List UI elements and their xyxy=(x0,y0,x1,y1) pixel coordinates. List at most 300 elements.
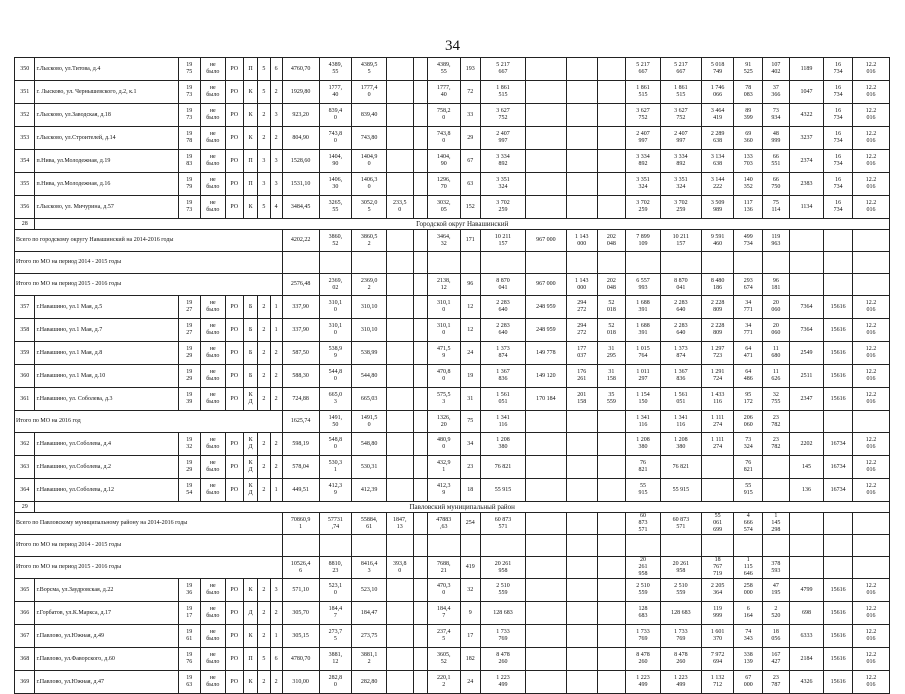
table-cell xyxy=(525,557,566,579)
table-cell: 310,1 0 xyxy=(319,296,352,319)
table-cell xyxy=(413,173,427,196)
table-cell: 804,90 xyxy=(282,127,319,150)
table-cell: 107 402 xyxy=(763,58,790,81)
table-cell xyxy=(525,104,566,127)
table-cell: 1 861 515 xyxy=(660,81,701,104)
table-cell: 12.2 016 xyxy=(852,58,889,81)
table-cell: 20 060 xyxy=(763,296,790,319)
table-cell: 19 39 xyxy=(178,388,200,411)
table-cell: 145 xyxy=(789,456,824,479)
table-cell: 19 73 xyxy=(178,81,200,104)
table-cell: 3 627 752 xyxy=(481,104,526,127)
table-cell: 353 xyxy=(15,127,35,150)
table-cell: РО xyxy=(225,81,243,104)
table-cell: 2138, 12 xyxy=(427,274,460,296)
table-cell: 665,03 xyxy=(352,388,387,411)
table-cell: 1 861 515 xyxy=(481,81,526,104)
table-cell: 4799 xyxy=(789,579,824,602)
table-cell: 12.2 016 xyxy=(852,81,889,104)
address-cell: п.Нива, ул.Молодежная, д.19 xyxy=(35,150,178,173)
table-cell: 19 83 xyxy=(178,150,200,173)
table-cell xyxy=(387,535,414,557)
table-cell: 352 xyxy=(15,104,35,127)
table-cell: не было xyxy=(201,173,226,196)
table-cell: 358 xyxy=(15,319,35,342)
table-cell: 1 341 116 xyxy=(660,411,701,433)
table-cell: 47 195 xyxy=(763,579,790,602)
table-cell: 6 xyxy=(270,58,282,81)
table-cell: 20 261 958 xyxy=(481,557,526,579)
section-title: Павловский муниципальный район xyxy=(35,502,890,513)
table-cell: 367 xyxy=(15,625,35,648)
table-cell: 2 xyxy=(258,319,270,342)
table-cell: 73 324 xyxy=(734,433,763,456)
table-cell: 4326 xyxy=(789,671,824,694)
table-cell: 1 733 769 xyxy=(660,625,701,648)
table-cell: 3 627 752 xyxy=(626,104,661,127)
table-cell xyxy=(387,671,414,694)
table-cell xyxy=(387,342,414,365)
table-cell: 19 79 xyxy=(178,173,200,196)
table-cell: 2 xyxy=(258,104,270,127)
table-cell: 351 xyxy=(15,81,35,104)
table-cell xyxy=(319,252,352,274)
table-cell: 9 xyxy=(460,602,480,625)
table-cell: 1 733 769 xyxy=(481,625,526,648)
table-cell: 1 367 836 xyxy=(660,365,701,388)
section-title: Городской округ Навашинский xyxy=(35,219,890,230)
table-cell: не было xyxy=(201,150,226,173)
table-cell xyxy=(852,411,889,433)
table-cell: К xyxy=(243,579,257,602)
table-cell: 15616 xyxy=(824,365,853,388)
table-cell: 7 972 694 xyxy=(701,648,734,671)
table-cell: не было xyxy=(201,388,226,411)
table-cell: 5 217 667 xyxy=(481,58,526,81)
address-cell: г.Лысково, ул. Мичурина, д.57 xyxy=(35,196,178,219)
table-cell: 538,99 xyxy=(352,342,387,365)
table-cell xyxy=(597,81,626,104)
table-cell xyxy=(387,579,414,602)
table-cell: 177 037 xyxy=(566,342,597,365)
address-cell: г.Навашино, ул.Соболева, д.2 xyxy=(35,456,178,479)
table-cell: 140 352 xyxy=(734,173,763,196)
table-cell xyxy=(352,535,387,557)
table-cell: 523,1 0 xyxy=(319,579,352,602)
table-cell: 575,5 3 xyxy=(427,388,460,411)
table-cell xyxy=(387,319,414,342)
table-cell: 305,70 xyxy=(282,602,319,625)
table-cell: 1 143 000 xyxy=(566,230,597,252)
table-cell: 743,8 0 xyxy=(427,127,460,150)
table-cell: 3 xyxy=(270,579,282,602)
table-cell: 310,10 xyxy=(352,296,387,319)
table-cell xyxy=(387,58,414,81)
table-cell: 1 011 297 xyxy=(626,365,661,388)
table-cell xyxy=(734,535,763,557)
table-cell xyxy=(413,104,427,127)
table-cell xyxy=(387,150,414,173)
table-cell: 1 xyxy=(270,296,282,319)
table-cell: 20 060 xyxy=(763,319,790,342)
table-cell: 432,9 1 xyxy=(427,456,460,479)
table-cell: 12.2 016 xyxy=(852,173,889,196)
total-row xyxy=(15,274,890,296)
table-cell: 359 xyxy=(15,342,35,365)
table-cell xyxy=(413,58,427,81)
table-cell: 15616 xyxy=(824,625,853,648)
table-cell xyxy=(734,252,763,274)
table-cell: 66 750 xyxy=(763,173,790,196)
table-cell: 184,4 7 xyxy=(319,602,352,625)
table-cell xyxy=(852,274,889,296)
table-cell: 96 xyxy=(460,274,480,296)
table-cell xyxy=(597,535,626,557)
table-cell: 1 xyxy=(270,319,282,342)
table-cell: 18 767 719 xyxy=(701,557,734,579)
table-cell: 52 018 xyxy=(597,296,626,319)
table-cell: 60 873 571 xyxy=(626,513,661,535)
table-cell: 1 688 391 xyxy=(626,296,661,319)
table-cell: 1 561 051 xyxy=(481,388,526,411)
table-cell xyxy=(387,296,414,319)
table-cell xyxy=(597,557,626,579)
table-cell: 2 407 997 xyxy=(481,127,526,150)
table-cell xyxy=(566,456,597,479)
table-cell: 2 228 809 xyxy=(701,296,734,319)
table-cell: 69 360 xyxy=(734,127,763,150)
table-cell xyxy=(597,671,626,694)
table-cell: 202 048 xyxy=(597,274,626,296)
table-cell: 19 75 xyxy=(178,58,200,81)
table-cell: 4 xyxy=(270,196,282,219)
table-cell: 15616 xyxy=(824,579,853,602)
table-cell: 1 208 380 xyxy=(481,433,526,456)
table-cell xyxy=(525,602,566,625)
table-cell: не было xyxy=(201,127,226,150)
table-cell: 2 xyxy=(258,127,270,150)
table-cell: РО xyxy=(225,479,243,502)
table-cell: 24 xyxy=(460,671,480,694)
table-row xyxy=(15,479,890,502)
table-cell: РО xyxy=(225,388,243,411)
table-cell xyxy=(387,127,414,150)
table-cell: 1189 xyxy=(789,58,824,81)
table-cell xyxy=(413,388,427,411)
table-cell xyxy=(525,173,566,196)
table-cell xyxy=(387,104,414,127)
table-cell: 1 367 836 xyxy=(481,365,526,388)
table-cell: 76 821 xyxy=(734,456,763,479)
table-cell xyxy=(525,81,566,104)
table-cell: 67 xyxy=(460,150,480,173)
table-cell xyxy=(525,625,566,648)
table-cell: 4202,22 xyxy=(282,230,319,252)
table-cell: 2 xyxy=(258,479,270,502)
table-cell: 75 114 xyxy=(763,196,790,219)
table-cell: РО xyxy=(225,579,243,602)
table-cell: К Д xyxy=(243,388,257,411)
page-number: 34 xyxy=(445,38,460,54)
table-cell: 23 xyxy=(460,456,480,479)
table-cell: 1404, 90 xyxy=(319,150,352,173)
table-cell: 3 xyxy=(270,173,282,196)
table-cell: 357 xyxy=(15,296,35,319)
table-cell xyxy=(763,535,790,557)
table-cell: 2576,48 xyxy=(282,274,319,296)
table-cell: 19 32 xyxy=(178,433,200,456)
table-row xyxy=(15,196,890,219)
total-row xyxy=(15,535,890,557)
table-cell: 12.2 016 xyxy=(852,296,889,319)
table-cell: 19 27 xyxy=(178,319,200,342)
table-row xyxy=(15,296,890,319)
table-cell: 10 211 157 xyxy=(660,230,701,252)
table-cell: 64 486 xyxy=(734,365,763,388)
table-cell: 91 525 xyxy=(734,58,763,81)
table-cell: 11 680 xyxy=(763,342,790,365)
table-cell: 31 158 xyxy=(597,365,626,388)
table-cell xyxy=(387,173,414,196)
table-cell: Б xyxy=(243,365,257,388)
table-cell: 4389, 55 xyxy=(427,58,460,81)
table-cell xyxy=(566,104,597,127)
table-cell xyxy=(701,535,734,557)
table-cell xyxy=(427,252,460,274)
table-cell: 149 778 xyxy=(525,342,566,365)
table-cell: 12.2 016 xyxy=(852,433,889,456)
table-cell: 128 683 xyxy=(626,602,661,625)
table-cell: 393,8 0 xyxy=(387,557,414,579)
address-cell: г.Навашино, ул.1 Мая, д.5 xyxy=(35,296,178,319)
table-cell: РО xyxy=(225,296,243,319)
section-row xyxy=(15,219,890,230)
table-cell xyxy=(597,579,626,602)
table-cell: 530,31 xyxy=(352,456,387,479)
table-cell xyxy=(566,252,597,274)
table-cell: 1 208 380 xyxy=(660,433,701,456)
table-cell: 64 471 xyxy=(734,342,763,365)
table-cell: 74 343 xyxy=(734,625,763,648)
table-cell: 354 xyxy=(15,150,35,173)
table-cell: 16 734 xyxy=(824,150,853,173)
table-cell: 12.2 016 xyxy=(852,388,889,411)
table-cell: 19 xyxy=(460,365,480,388)
table-cell: 1 688 391 xyxy=(626,319,661,342)
table-cell: 76 821 xyxy=(660,456,701,479)
table-cell: 12.2 016 xyxy=(852,479,889,502)
table-cell xyxy=(597,127,626,150)
table-cell xyxy=(597,648,626,671)
table-cell: 133 703 xyxy=(734,150,763,173)
table-cell: 4389, 55 xyxy=(319,58,352,81)
table-cell xyxy=(413,579,427,602)
table-cell: 171 xyxy=(460,230,480,252)
table-cell: не было xyxy=(201,81,226,104)
table-cell: 743,80 xyxy=(352,127,387,150)
table-cell: 1 111 274 xyxy=(701,433,734,456)
table-cell xyxy=(413,274,427,296)
table-cell: 571,10 xyxy=(282,579,319,602)
table-cell: 2549 xyxy=(789,342,824,365)
table-cell xyxy=(763,252,790,274)
table-cell: 2 510 559 xyxy=(626,579,661,602)
table-cell xyxy=(824,252,853,274)
table-cell: 1 373 874 xyxy=(481,342,526,365)
table-cell: РО xyxy=(225,342,243,365)
table-cell xyxy=(852,252,889,274)
table-cell xyxy=(413,433,427,456)
table-row xyxy=(15,579,890,602)
address-cell: г.Павлово, ул.Южная, д.49 xyxy=(35,625,178,648)
table-cell: 310,1 0 xyxy=(427,296,460,319)
address-cell: г.Навашино, ул.1 Мая, д.7 xyxy=(35,319,178,342)
table-cell: 12 xyxy=(460,296,480,319)
table-cell: 19 29 xyxy=(178,456,200,479)
table-row xyxy=(15,433,890,456)
table-cell xyxy=(413,342,427,365)
table-cell: 368 xyxy=(15,648,35,671)
table-cell: 2 xyxy=(270,602,282,625)
table-cell xyxy=(413,513,427,535)
address-cell: г.Навашино, ул. Соболева, д.3 xyxy=(35,388,178,411)
table-cell: 378 593 xyxy=(763,557,790,579)
table-cell: РО xyxy=(225,104,243,127)
table-cell xyxy=(566,196,597,219)
table-cell: 8 478 260 xyxy=(660,648,701,671)
table-cell: 19 29 xyxy=(178,365,200,388)
table-cell: 588,30 xyxy=(282,365,319,388)
table-cell: 12.2 016 xyxy=(852,196,889,219)
table-cell: 544,8 0 xyxy=(319,365,352,388)
table-cell: К Д xyxy=(243,479,257,502)
table-cell: 237,4 5 xyxy=(427,625,460,648)
table-cell: 12.2 016 xyxy=(852,579,889,602)
table-cell: 2 283 640 xyxy=(660,296,701,319)
table-cell: 2 xyxy=(258,296,270,319)
total-label: Итого по МО на период 2015 - 2016 годы xyxy=(15,557,283,579)
address-cell: г.Навашино, ул.Соболева, д.12 xyxy=(35,479,178,502)
table-cell: 55 915 xyxy=(660,479,701,502)
table-cell: не было xyxy=(201,602,226,625)
table-cell: 310,10 xyxy=(352,319,387,342)
table-cell xyxy=(824,513,853,535)
table-cell: 282,8 0 xyxy=(319,671,352,694)
table-cell xyxy=(566,58,597,81)
table-row xyxy=(15,365,890,388)
table-cell: 3237 xyxy=(789,127,824,150)
table-cell: 362 xyxy=(15,433,35,456)
table-cell: РО xyxy=(225,58,243,81)
table-cell: 73 934 xyxy=(763,104,790,127)
total-row xyxy=(15,513,890,535)
table-cell xyxy=(566,535,597,557)
table-row xyxy=(15,648,890,671)
table-cell: 1 208 380 xyxy=(626,433,661,456)
table-cell xyxy=(282,252,319,274)
table-cell: 743,8 0 xyxy=(319,127,352,150)
table-cell: 294 272 xyxy=(566,319,597,342)
table-cell: не было xyxy=(201,104,226,127)
table-cell: 1406,3 0 xyxy=(352,173,387,196)
table-cell xyxy=(566,127,597,150)
table-cell: 7364 xyxy=(789,319,824,342)
table-cell xyxy=(789,252,824,274)
table-cell: 2 xyxy=(270,127,282,150)
table-cell: 1 223 499 xyxy=(660,671,701,694)
table-cell: 361 xyxy=(15,388,35,411)
table-cell: 34 771 xyxy=(734,319,763,342)
table-cell: 1 341 116 xyxy=(481,411,526,433)
table-cell xyxy=(701,479,734,502)
table-cell: 1 154 150 xyxy=(626,388,661,411)
table-cell xyxy=(413,602,427,625)
table-cell: 587,50 xyxy=(282,342,319,365)
table-cell: 724,88 xyxy=(282,388,319,411)
table-cell: 3 334 892 xyxy=(626,150,661,173)
total-label: Итого по МО на период 2014 - 2015 годы xyxy=(15,535,283,557)
table-cell: РО xyxy=(225,625,243,648)
table-cell: 7364 xyxy=(789,296,824,319)
table-cell: 3 xyxy=(258,150,270,173)
table-cell: 5 217 667 xyxy=(626,58,661,81)
table-cell: 470,3 0 xyxy=(427,579,460,602)
table-cell: 2 xyxy=(258,342,270,365)
table-cell: 1929,80 xyxy=(282,81,319,104)
table-cell: 1 015 764 xyxy=(626,342,661,365)
table-cell xyxy=(387,602,414,625)
table-cell: 366 xyxy=(15,602,35,625)
table-cell: 294 272 xyxy=(566,296,597,319)
table-cell: 8 478 260 xyxy=(481,648,526,671)
table-cell: 967 000 xyxy=(525,274,566,296)
table-cell xyxy=(660,252,701,274)
table-cell xyxy=(566,81,597,104)
table-cell: РО xyxy=(225,456,243,479)
table-cell: 31 295 xyxy=(597,342,626,365)
table-cell: 12.2 016 xyxy=(852,648,889,671)
table-cell: 23 787 xyxy=(763,671,790,694)
table-cell: не было xyxy=(201,433,226,456)
table-cell: 19 54 xyxy=(178,479,200,502)
table-cell: 4389,5 5 xyxy=(352,58,387,81)
table-cell: 2 xyxy=(258,388,270,411)
table-cell xyxy=(701,456,734,479)
table-cell: 16 734 xyxy=(824,81,853,104)
table-cell: 55 915 xyxy=(481,479,526,502)
table-row xyxy=(15,319,890,342)
table-cell xyxy=(626,535,661,557)
table-cell xyxy=(413,456,427,479)
table-cell: 538,9 9 xyxy=(319,342,352,365)
table-cell xyxy=(319,535,352,557)
table-cell: 12.2 016 xyxy=(852,127,889,150)
table-cell xyxy=(597,252,626,274)
total-label: Итого по МО на период 2014 - 2015 годы xyxy=(15,252,283,274)
table-cell: 136 xyxy=(789,479,824,502)
table-cell: 19 78 xyxy=(178,127,200,150)
table-cell xyxy=(460,535,480,557)
table-cell: 2 xyxy=(258,602,270,625)
table-cell: 2383 xyxy=(789,173,824,196)
table-cell: 337,90 xyxy=(282,296,319,319)
table-cell: 1 132 712 xyxy=(701,671,734,694)
table-cell xyxy=(525,252,566,274)
table-cell: 89 399 xyxy=(734,104,763,127)
table-cell: 55 915 xyxy=(626,479,661,502)
table-cell: 15616 xyxy=(824,648,853,671)
table-cell: 31 xyxy=(460,388,480,411)
